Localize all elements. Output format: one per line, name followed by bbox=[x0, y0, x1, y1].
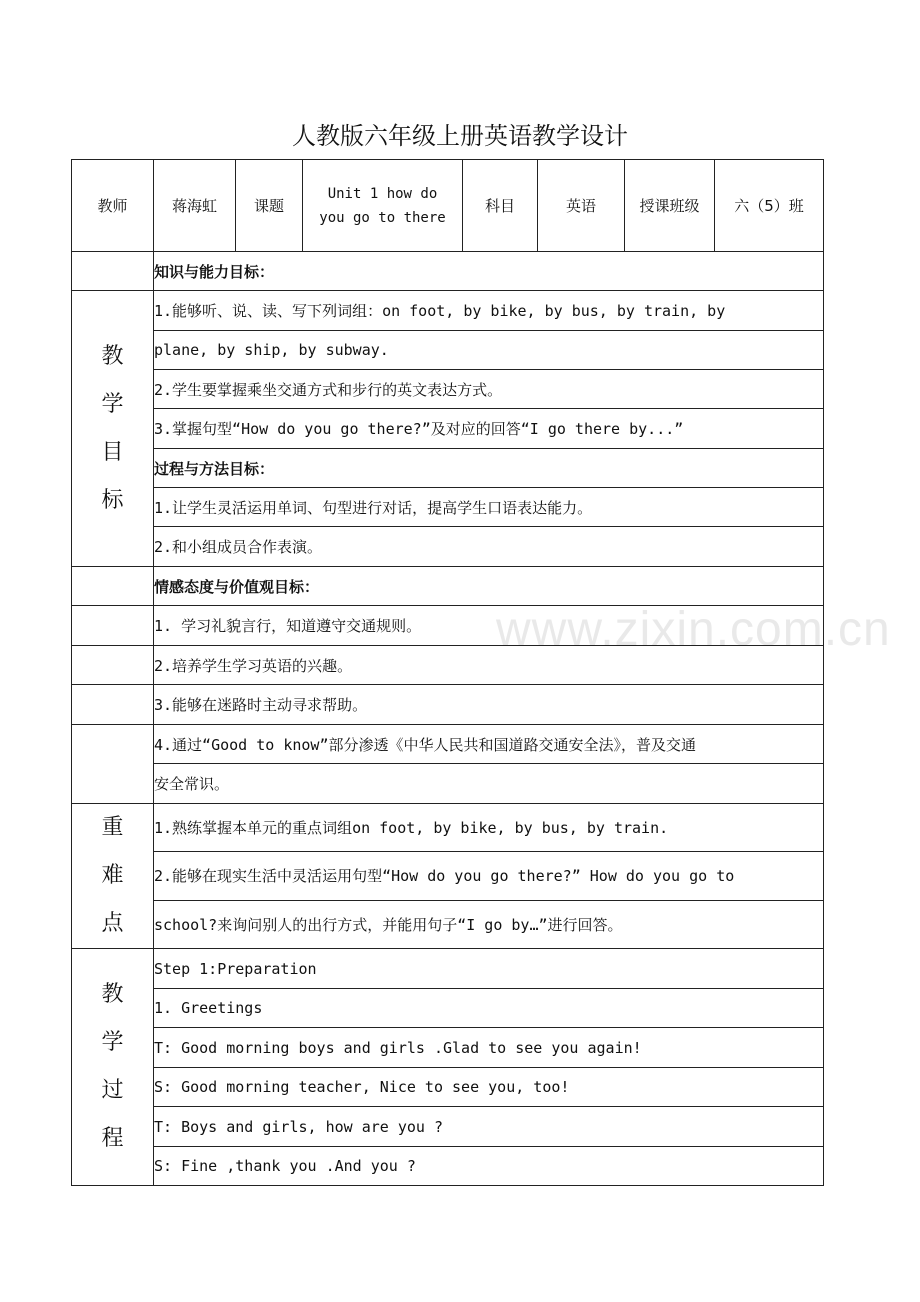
side-char: 过 bbox=[101, 1078, 124, 1103]
side-char: 标 bbox=[101, 487, 124, 513]
table-row bbox=[72, 252, 824, 291]
header-row bbox=[72, 160, 824, 252]
teaching-goals-side-label bbox=[72, 291, 154, 567]
table-row bbox=[72, 567, 824, 606]
table-row bbox=[72, 1147, 824, 1186]
knowledge-goal-2: 2.学生要掌握乘坐交通方式和步行的英文表达方式。 bbox=[154, 370, 824, 409]
emotion-goal-1: 1. 学习礼貌言行，知道遵守交通规则。 bbox=[154, 606, 824, 646]
side-char: 目 bbox=[101, 439, 124, 465]
table-row bbox=[72, 900, 824, 948]
knowledge-goal-1-line-1: 1.能够听、说、读、写下列词组：on foot, by bike, by bus, by train, by bbox=[154, 291, 824, 331]
empty-side-cell bbox=[72, 685, 154, 725]
process-line-greetings: 1. Greetings bbox=[154, 989, 824, 1028]
emotion-heading: 情感态度与价值观目标： bbox=[154, 567, 824, 606]
topic-line-1: Unit 1 how do bbox=[327, 185, 438, 202]
table-row bbox=[72, 291, 824, 331]
emotion-goal-2: 2.培养学生学习英语的兴趣。 bbox=[154, 646, 824, 685]
knowledge-heading: 知识与能力目标： bbox=[154, 252, 824, 291]
class-value: 六（5）班 bbox=[715, 160, 824, 252]
side-char: 学 bbox=[101, 391, 124, 417]
table-row bbox=[72, 449, 824, 488]
table-row bbox=[72, 1068, 824, 1107]
table-row bbox=[72, 989, 824, 1028]
lesson-plan-table bbox=[71, 159, 891, 1186]
empty-side-cell bbox=[72, 567, 154, 606]
subject-label: 科目 bbox=[463, 160, 538, 252]
table-row bbox=[72, 331, 824, 370]
process-heading: 过程与方法目标： bbox=[154, 449, 824, 488]
empty-side-cell bbox=[72, 606, 154, 646]
table-row bbox=[72, 409, 824, 449]
topic-value bbox=[303, 160, 463, 252]
side-char: 难 bbox=[101, 863, 124, 888]
teaching-process-side-label bbox=[72, 949, 154, 1186]
table-row bbox=[72, 488, 824, 527]
table-row bbox=[72, 852, 824, 900]
process-line-step: Step 1:Preparation bbox=[154, 949, 824, 989]
key-point-2-line-1: 2.能够在现实生活中灵活运用句型“How do you go there?” How do you go to bbox=[154, 852, 824, 900]
table-row bbox=[72, 1107, 824, 1147]
process-goal-2: 2.和小组成员合作表演。 bbox=[154, 527, 824, 567]
teacher-label: 教师 bbox=[72, 160, 154, 252]
side-char: 学 bbox=[101, 1030, 124, 1055]
topic-line-2: you go to there bbox=[319, 209, 446, 226]
side-char: 教 bbox=[101, 343, 124, 369]
side-char: 程 bbox=[101, 1126, 124, 1151]
table-row bbox=[72, 764, 824, 804]
subject-value: 英语 bbox=[538, 160, 625, 252]
process-line-dialogue: T: Boys and girls, how are you ? bbox=[154, 1107, 824, 1147]
table-row bbox=[72, 804, 824, 852]
document-title: 人教版六年级上册英语教学设计 bbox=[292, 122, 628, 150]
table-row bbox=[72, 370, 824, 409]
process-goal-1: 1.让学生灵活运用单词、句型进行对话，提高学生口语表达能力。 bbox=[154, 488, 824, 527]
table-row bbox=[72, 1028, 824, 1068]
teacher-name: 蒋海虹 bbox=[154, 160, 236, 252]
emotion-goal-3: 3.能够在迷路时主动寻求帮助。 bbox=[154, 685, 824, 725]
table-row bbox=[72, 527, 824, 567]
side-char: 点 bbox=[101, 911, 124, 936]
table-row bbox=[72, 646, 824, 685]
empty-side-cell bbox=[72, 646, 154, 685]
knowledge-goal-1-line-2: plane, by ship, by subway. bbox=[154, 331, 824, 370]
watermark: www.zixin.com.cn bbox=[496, 603, 891, 656]
key-point-2-line-2: school?来询问别人的出行方式，并能用句子“I go by…”进行回答。 bbox=[154, 900, 824, 948]
emotion-goal-4-line-2: 安全常识。 bbox=[154, 764, 824, 804]
knowledge-goal-3: 3.掌握句型“How do you go there?”及对应的回答“I go there by...” bbox=[154, 409, 824, 449]
emotion-goal-4-line-1: 4.通过“Good to know”部分渗透《中华人民共和国道路交通安全法》，普及交通 bbox=[154, 725, 824, 764]
topic-label: 课题 bbox=[236, 160, 303, 252]
process-line-dialogue: S: Fine ,thank you .And you ? bbox=[154, 1147, 824, 1186]
process-line-dialogue: T: Good morning boys and girls .Glad to see you again! bbox=[154, 1028, 824, 1068]
side-char: 教 bbox=[101, 982, 124, 1007]
key-point-1: 1.熟练掌握本单元的重点词组on foot, by bike, by bus, by train. bbox=[154, 804, 824, 852]
empty-side-cell bbox=[72, 725, 154, 804]
side-char: 重 bbox=[101, 815, 124, 840]
empty-side-cell bbox=[72, 252, 154, 291]
table-row bbox=[72, 725, 824, 764]
table-row bbox=[72, 949, 824, 989]
class-label: 授课班级 bbox=[625, 160, 715, 252]
table-row bbox=[72, 685, 824, 725]
table-row bbox=[72, 606, 824, 646]
process-line-dialogue: S: Good morning teacher, Nice to see you, too! bbox=[154, 1068, 824, 1107]
key-points-side-label bbox=[72, 804, 154, 949]
